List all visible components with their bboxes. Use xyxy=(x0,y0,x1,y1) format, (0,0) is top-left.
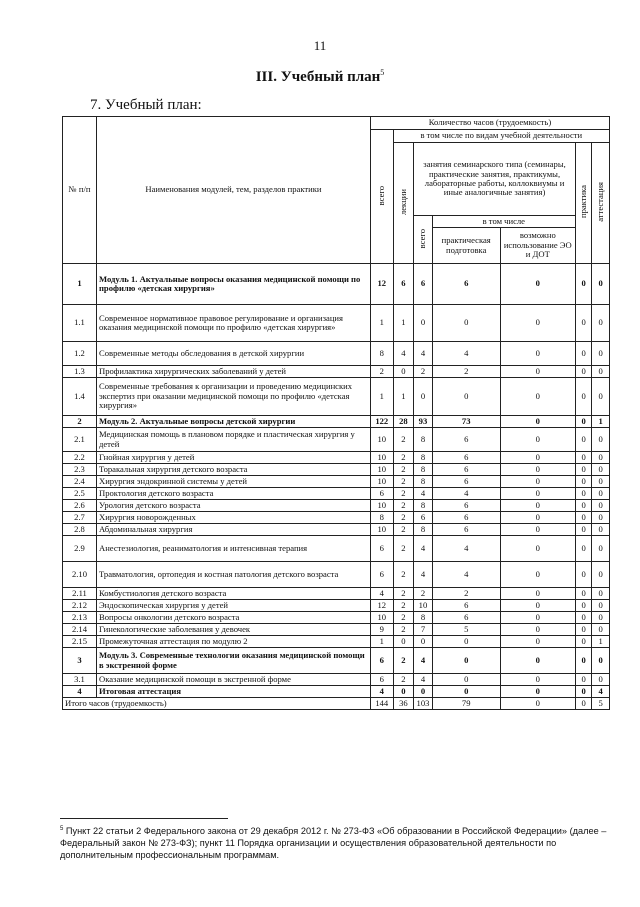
cell-practical-training: 0 xyxy=(432,305,500,342)
cell-attestation: 4 xyxy=(592,686,610,698)
table-row xyxy=(63,674,610,686)
cell-practice: 0 xyxy=(575,342,591,366)
cell-lectures: 2 xyxy=(393,464,414,476)
table-row xyxy=(63,588,610,600)
table-row xyxy=(63,488,610,500)
row-number: 1.4 xyxy=(63,378,97,416)
cell-practical-training: 0 xyxy=(432,378,500,416)
cell-attestation: 0 xyxy=(592,428,610,452)
total-cell-eo: 0 xyxy=(500,698,575,710)
cell-eo-dot: 0 xyxy=(500,624,575,636)
section-title xyxy=(0,68,640,86)
cell-eo-dot: 0 xyxy=(500,476,575,488)
row-number: 1.2 xyxy=(63,342,97,366)
cell-practice: 0 xyxy=(575,636,591,648)
row-title: Итоговая аттестация xyxy=(96,686,370,698)
cell-lectures: 4 xyxy=(393,342,414,366)
row-number: 2.15 xyxy=(63,636,97,648)
row-number: 2.12 xyxy=(63,600,97,612)
cell-seminar-total: 0 xyxy=(414,686,433,698)
table-row xyxy=(63,476,610,488)
cell-lectures: 2 xyxy=(393,488,414,500)
table-row xyxy=(63,452,610,464)
row-title: Современное нормативное правовое регулирование и организация оказания медицинской помощи по профилю «детская хирургия» xyxy=(96,305,370,342)
cell-practice: 0 xyxy=(575,366,591,378)
footnote xyxy=(60,825,615,861)
cell-practice: 0 xyxy=(575,612,591,624)
cell-lectures: 28 xyxy=(393,416,414,428)
cell-lectures: 0 xyxy=(393,686,414,698)
header-hours: Количество часов (трудоемкость) xyxy=(370,117,609,130)
cell-practical-training: 0 xyxy=(432,648,500,674)
row-title: Модуль 1. Актуальные вопросы оказания медицинской помощи по профилю «детская хирургия» xyxy=(96,264,370,305)
table-row xyxy=(63,524,610,536)
cell-eo-dot: 0 xyxy=(500,464,575,476)
cell-total: 6 xyxy=(370,562,393,588)
section-title-text: III. Учебный план xyxy=(255,69,381,85)
row-number: 2.3 xyxy=(63,464,97,476)
row-title: Современные требования к организации и проведению медицинских экспертиз при оказании медицинской помощи по профилю «детская хирургия» xyxy=(96,378,370,416)
cell-eo-dot: 0 xyxy=(500,536,575,562)
cell-practical-training: 2 xyxy=(432,366,500,378)
cell-attestation: 0 xyxy=(592,488,610,500)
cell-eo-dot: 0 xyxy=(500,264,575,305)
total-cell-pp: 79 xyxy=(432,698,500,710)
row-title: Абдоминальная хирургия xyxy=(96,524,370,536)
cell-lectures: 2 xyxy=(393,674,414,686)
cell-attestation: 0 xyxy=(592,536,610,562)
cell-seminar-total: 10 xyxy=(414,600,433,612)
row-number: 3.1 xyxy=(63,674,97,686)
cell-eo-dot: 0 xyxy=(500,512,575,524)
table-row xyxy=(63,536,610,562)
cell-total: 1 xyxy=(370,378,393,416)
cell-total: 1 xyxy=(370,636,393,648)
cell-seminar-total: 4 xyxy=(414,342,433,366)
row-number: 2.14 xyxy=(63,624,97,636)
header-practice: практика xyxy=(577,185,588,219)
cell-practice: 0 xyxy=(575,648,591,674)
table-row xyxy=(63,686,610,698)
row-title: Торакальная хирургия детского возраста xyxy=(96,464,370,476)
cell-attestation: 0 xyxy=(592,624,610,636)
cell-attestation: 1 xyxy=(592,636,610,648)
cell-total: 2 xyxy=(370,366,393,378)
footnote-mark: 5 xyxy=(60,825,64,832)
row-title: Проктология детского возраста xyxy=(96,488,370,500)
header-name: Наименования модулей, тем, разделов практики xyxy=(96,117,370,264)
cell-practice: 0 xyxy=(575,674,591,686)
cell-attestation: 0 xyxy=(592,512,610,524)
cell-lectures: 2 xyxy=(393,500,414,512)
cell-total: 10 xyxy=(370,476,393,488)
cell-attestation: 0 xyxy=(592,305,610,342)
cell-attestation: 0 xyxy=(592,600,610,612)
cell-practical-training: 6 xyxy=(432,512,500,524)
cell-practice: 0 xyxy=(575,524,591,536)
cell-seminar-total: 8 xyxy=(414,476,433,488)
row-title: Гинекологические заболевания у девочек xyxy=(96,624,370,636)
cell-eo-dot: 0 xyxy=(500,636,575,648)
cell-practice: 0 xyxy=(575,428,591,452)
header-incl: в том числе xyxy=(432,216,575,228)
cell-practical-training: 6 xyxy=(432,452,500,464)
footnote-divider xyxy=(60,818,228,819)
cell-practice: 0 xyxy=(575,562,591,588)
cell-practical-training: 0 xyxy=(432,686,500,698)
cell-attestation: 0 xyxy=(592,648,610,674)
row-number: 2.9 xyxy=(63,536,97,562)
cell-lectures: 2 xyxy=(393,624,414,636)
cell-total: 4 xyxy=(370,686,393,698)
cell-practice: 0 xyxy=(575,686,591,698)
cell-eo-dot: 0 xyxy=(500,686,575,698)
header-sem-total-cell xyxy=(414,216,433,264)
cell-lectures: 1 xyxy=(393,378,414,416)
table-row xyxy=(63,612,610,624)
table-row xyxy=(63,366,610,378)
cell-attestation: 1 xyxy=(592,416,610,428)
row-title: Комбустиология детского возраста xyxy=(96,588,370,600)
header-prac-training: практическая подготовка xyxy=(432,228,500,264)
cell-practical-training: 6 xyxy=(432,476,500,488)
cell-total: 122 xyxy=(370,416,393,428)
cell-eo-dot: 0 xyxy=(500,428,575,452)
cell-eo-dot: 0 xyxy=(500,305,575,342)
cell-practical-training: 6 xyxy=(432,428,500,452)
cell-practical-training: 6 xyxy=(432,500,500,512)
cell-seminar-total: 8 xyxy=(414,524,433,536)
table-row xyxy=(63,464,610,476)
row-number: 2.10 xyxy=(63,562,97,588)
cell-total: 10 xyxy=(370,500,393,512)
cell-seminar-total: 8 xyxy=(414,612,433,624)
table-row xyxy=(63,416,610,428)
cell-lectures: 2 xyxy=(393,524,414,536)
row-title: Медицинская помощь в плановом порядке и пластическая хирургия у детей xyxy=(96,428,370,452)
row-title: Хирургия эндокринной системы у детей xyxy=(96,476,370,488)
header-total: всего xyxy=(376,185,387,205)
row-number: 2.7 xyxy=(63,512,97,524)
row-title: Вопросы онкологии детского возраста xyxy=(96,612,370,624)
table-row xyxy=(63,624,610,636)
cell-lectures: 2 xyxy=(393,452,414,464)
row-title: Модуль 2. Актуальные вопросы детской хирургии xyxy=(96,416,370,428)
total-cell-sem: 103 xyxy=(414,698,433,710)
cell-practice: 0 xyxy=(575,600,591,612)
cell-seminar-total: 0 xyxy=(414,378,433,416)
row-title: Гнойная хирургия у детей xyxy=(96,452,370,464)
row-title: Хирургия новорожденных xyxy=(96,512,370,524)
cell-seminar-total: 7 xyxy=(414,624,433,636)
row-title: Травматология, ортопедия и костная патология детского возраста xyxy=(96,562,370,588)
cell-total: 10 xyxy=(370,428,393,452)
cell-practice: 0 xyxy=(575,536,591,562)
cell-total: 8 xyxy=(370,512,393,524)
cell-attestation: 0 xyxy=(592,674,610,686)
cell-attestation: 0 xyxy=(592,476,610,488)
cell-practical-training: 73 xyxy=(432,416,500,428)
table-row xyxy=(63,428,610,452)
cell-seminar-total: 4 xyxy=(414,562,433,588)
cell-practice: 0 xyxy=(575,264,591,305)
cell-lectures: 2 xyxy=(393,536,414,562)
cell-total: 10 xyxy=(370,524,393,536)
row-number: 2.4 xyxy=(63,476,97,488)
curriculum-table xyxy=(62,116,610,710)
footnote-ref: 5 xyxy=(380,68,385,77)
cell-practice: 0 xyxy=(575,464,591,476)
cell-seminar-total: 2 xyxy=(414,366,433,378)
row-number: 2.1 xyxy=(63,428,97,452)
cell-attestation: 0 xyxy=(592,500,610,512)
table-row xyxy=(63,264,610,305)
row-number: 2 xyxy=(63,416,97,428)
cell-attestation: 0 xyxy=(592,366,610,378)
cell-practical-training: 6 xyxy=(432,524,500,536)
row-number: 3 xyxy=(63,648,97,674)
header-num: № п/п xyxy=(63,117,97,264)
table-row xyxy=(63,342,610,366)
total-row xyxy=(63,698,610,710)
cell-practical-training: 6 xyxy=(432,600,500,612)
cell-practice: 0 xyxy=(575,416,591,428)
cell-practical-training: 0 xyxy=(432,636,500,648)
cell-seminar-total: 2 xyxy=(414,588,433,600)
cell-lectures: 0 xyxy=(393,636,414,648)
row-number: 1.1 xyxy=(63,305,97,342)
cell-eo-dot: 0 xyxy=(500,378,575,416)
cell-total: 6 xyxy=(370,648,393,674)
cell-practice: 0 xyxy=(575,476,591,488)
table-row xyxy=(63,636,610,648)
cell-attestation: 0 xyxy=(592,562,610,588)
cell-practical-training: 5 xyxy=(432,624,500,636)
cell-attestation: 0 xyxy=(592,264,610,305)
cell-practice: 0 xyxy=(575,624,591,636)
header-sem-total: всего xyxy=(417,228,428,248)
header-attestation-cell xyxy=(592,143,610,264)
cell-lectures: 2 xyxy=(393,600,414,612)
cell-lectures: 2 xyxy=(393,512,414,524)
cell-attestation: 0 xyxy=(592,464,610,476)
cell-seminar-total: 4 xyxy=(414,536,433,562)
cell-total: 1 xyxy=(370,305,393,342)
cell-total: 6 xyxy=(370,536,393,562)
cell-practical-training: 4 xyxy=(432,342,500,366)
cell-practice: 0 xyxy=(575,305,591,342)
cell-practice: 0 xyxy=(575,488,591,500)
cell-total: 10 xyxy=(370,452,393,464)
header-eo-dot: возможно использование ЭО и ДОТ xyxy=(500,228,575,264)
cell-total: 6 xyxy=(370,488,393,500)
cell-total: 10 xyxy=(370,612,393,624)
cell-eo-dot: 0 xyxy=(500,524,575,536)
table-row xyxy=(63,600,610,612)
cell-eo-dot: 0 xyxy=(500,562,575,588)
cell-practical-training: 6 xyxy=(432,264,500,305)
row-title: Модуль 3. Современные технологии оказания медицинской помощи в экстренной форме xyxy=(96,648,370,674)
row-title: Промежуточная аттестация по модулю 2 xyxy=(96,636,370,648)
cell-attestation: 0 xyxy=(592,378,610,416)
footnote-text: Пункт 22 статьи 2 Федерального закона от 29 декабря 2012 г. № 273-ФЗ «Об образовании в Российской Федерации» (далее – Федеральный закон № 273-ФЗ); пункт 11 Порядка организации и осуществления образовательной деятельности по дополнительным профессиональным программам. xyxy=(60,826,607,861)
table-row xyxy=(63,648,610,674)
cell-lectures: 2 xyxy=(393,588,414,600)
header-practice-cell xyxy=(575,143,591,264)
cell-practical-training: 4 xyxy=(432,488,500,500)
cell-seminar-total: 0 xyxy=(414,636,433,648)
row-title: Оказание медицинской помощи в экстренной форме xyxy=(96,674,370,686)
cell-eo-dot: 0 xyxy=(500,416,575,428)
cell-eo-dot: 0 xyxy=(500,500,575,512)
cell-eo-dot: 0 xyxy=(500,674,575,686)
row-number: 2.11 xyxy=(63,588,97,600)
cell-seminar-total: 6 xyxy=(414,264,433,305)
total-cell-att: 5 xyxy=(592,698,610,710)
cell-total: 10 xyxy=(370,464,393,476)
cell-seminar-total: 8 xyxy=(414,452,433,464)
header-by-type: в том числе по видам учебной деятельности xyxy=(393,130,609,143)
table-row xyxy=(63,500,610,512)
cell-attestation: 0 xyxy=(592,588,610,600)
cell-eo-dot: 0 xyxy=(500,366,575,378)
cell-eo-dot: 0 xyxy=(500,648,575,674)
row-number: 1 xyxy=(63,264,97,305)
row-number: 2.6 xyxy=(63,500,97,512)
cell-lectures: 2 xyxy=(393,612,414,624)
cell-eo-dot: 0 xyxy=(500,600,575,612)
cell-seminar-total: 8 xyxy=(414,464,433,476)
cell-practice: 0 xyxy=(575,588,591,600)
cell-lectures: 2 xyxy=(393,428,414,452)
row-number: 2.13 xyxy=(63,612,97,624)
total-cell-total: 144 xyxy=(370,698,393,710)
row-title: Анестезиология, реаниматология и интенсивная терапия xyxy=(96,536,370,562)
cell-attestation: 0 xyxy=(592,612,610,624)
row-title: Эндоскопическая хирургия у детей xyxy=(96,600,370,612)
cell-seminar-total: 0 xyxy=(414,305,433,342)
cell-seminar-total: 4 xyxy=(414,648,433,674)
cell-total: 12 xyxy=(370,264,393,305)
row-title: Современные методы обследования в детской хирургии xyxy=(96,342,370,366)
subtitle: 7. Учебный план: xyxy=(90,97,202,113)
cell-eo-dot: 0 xyxy=(500,452,575,464)
cell-lectures: 2 xyxy=(393,476,414,488)
cell-eo-dot: 0 xyxy=(500,488,575,500)
row-number: 2.5 xyxy=(63,488,97,500)
cell-total: 6 xyxy=(370,674,393,686)
cell-total: 12 xyxy=(370,600,393,612)
table-row xyxy=(63,378,610,416)
header-seminar: занятия семинарского типа (семинары, практические занятия, практикумы, лабораторные работы, коллоквиумы и иные аналогичные занятия) xyxy=(414,143,576,216)
cell-practice: 0 xyxy=(575,500,591,512)
cell-seminar-total: 4 xyxy=(414,674,433,686)
cell-practice: 0 xyxy=(575,452,591,464)
cell-attestation: 0 xyxy=(592,342,610,366)
page-number: 11 xyxy=(313,38,327,53)
cell-practical-training: 4 xyxy=(432,536,500,562)
cell-lectures: 2 xyxy=(393,648,414,674)
row-number: 4 xyxy=(63,686,97,698)
cell-practical-training: 4 xyxy=(432,562,500,588)
cell-practical-training: 6 xyxy=(432,464,500,476)
table-row xyxy=(63,512,610,524)
table-row xyxy=(63,562,610,588)
header-attestation: аттестация xyxy=(594,181,605,222)
cell-seminar-total: 8 xyxy=(414,428,433,452)
table-row xyxy=(63,305,610,342)
cell-practice: 0 xyxy=(575,512,591,524)
row-title: Урология детского возраста xyxy=(96,500,370,512)
cell-attestation: 0 xyxy=(592,524,610,536)
cell-lectures: 2 xyxy=(393,562,414,588)
cell-eo-dot: 0 xyxy=(500,612,575,624)
cell-practice: 0 xyxy=(575,378,591,416)
cell-lectures: 0 xyxy=(393,366,414,378)
cell-practical-training: 0 xyxy=(432,674,500,686)
cell-total: 4 xyxy=(370,588,393,600)
row-number: 2.2 xyxy=(63,452,97,464)
cell-seminar-total: 8 xyxy=(414,500,433,512)
total-cell-lec: 36 xyxy=(393,698,414,710)
row-number: 2.8 xyxy=(63,524,97,536)
row-title: Профилактика хирургических заболеваний у детей xyxy=(96,366,370,378)
cell-eo-dot: 0 xyxy=(500,342,575,366)
header-lectures-cell xyxy=(393,143,414,264)
total-label: Итого часов (трудоемкость) xyxy=(63,698,371,710)
table-body xyxy=(63,264,610,710)
total-cell-prac: 0 xyxy=(575,698,591,710)
cell-total: 9 xyxy=(370,624,393,636)
header-total-cell xyxy=(370,130,393,264)
cell-practical-training: 2 xyxy=(432,588,500,600)
cell-attestation: 0 xyxy=(592,452,610,464)
header-lectures: лекции xyxy=(397,188,408,215)
cell-lectures: 1 xyxy=(393,305,414,342)
cell-lectures: 6 xyxy=(393,264,414,305)
row-number: 1.3 xyxy=(63,366,97,378)
cell-eo-dot: 0 xyxy=(500,588,575,600)
cell-seminar-total: 93 xyxy=(414,416,433,428)
cell-practical-training: 6 xyxy=(432,612,500,624)
cell-seminar-total: 4 xyxy=(414,488,433,500)
cell-seminar-total: 6 xyxy=(414,512,433,524)
cell-total: 8 xyxy=(370,342,393,366)
